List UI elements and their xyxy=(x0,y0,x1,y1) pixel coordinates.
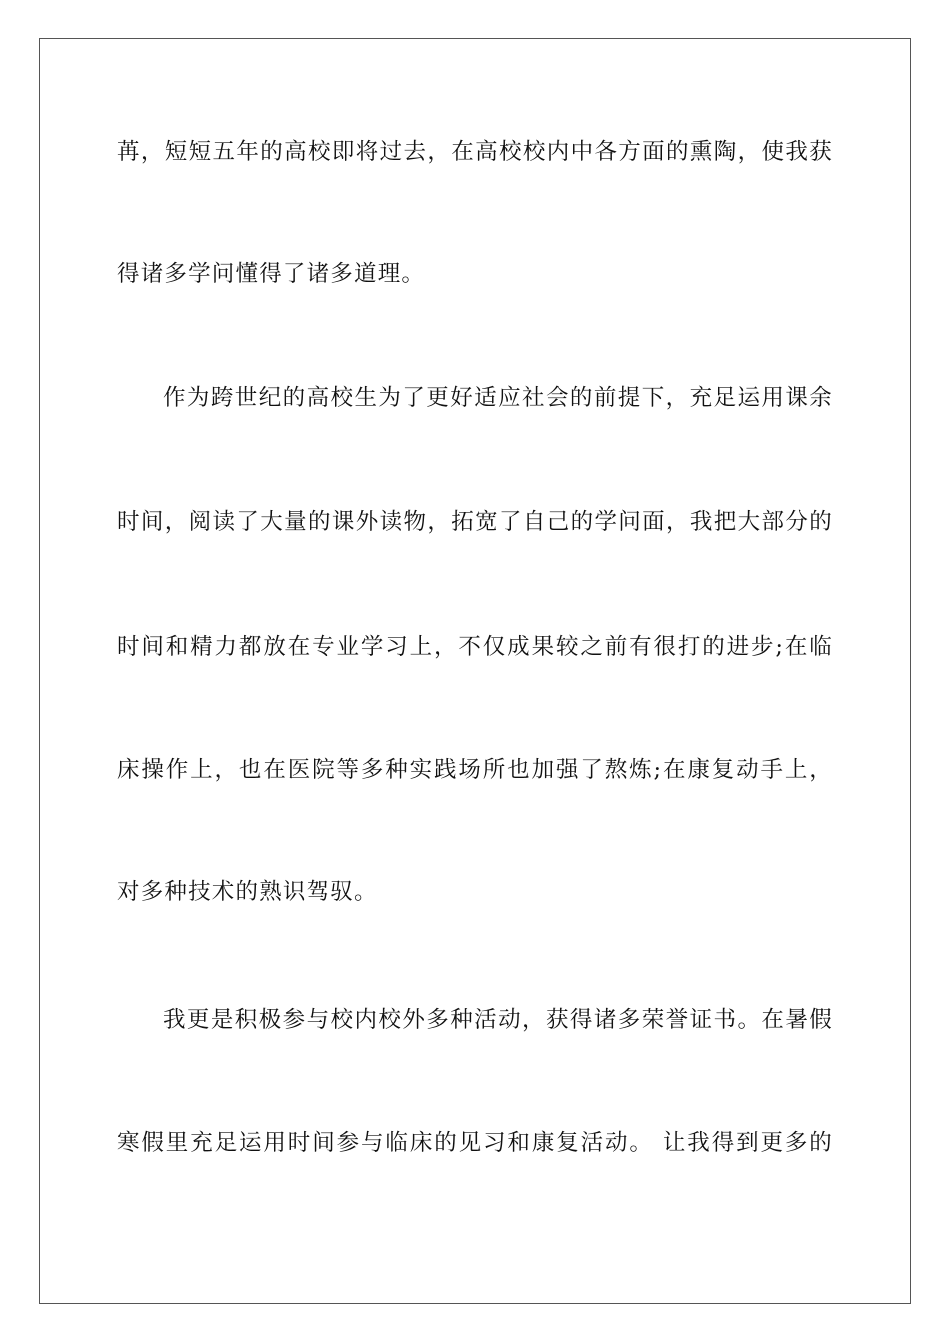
text-line-8: 我更是积极参与校内校外多种活动，获得诸多荣誉证书。在暑假 xyxy=(163,1007,833,1033)
text-line-6: 床操作上，也在医院等多种实践场所也加强了熬炼;在康复动手上， xyxy=(117,757,833,783)
text-line-1: 苒，短短五年的高校即将过去，在高校校内中各方面的熏陶，使我获 xyxy=(117,139,833,165)
text-line-4: 时间，阅读了大量的课外读物，拓宽了自己的学问面，我把大部分的 xyxy=(117,509,833,535)
text-line-2: 得诸多学问懂得了诸多道理。 xyxy=(117,261,426,287)
text-line-5: 时间和精力都放在专业学习上，不仅成果较之前有很打的进步;在临 xyxy=(117,634,833,660)
text-line-7: 对多种技术的熟识驾驭。 xyxy=(117,879,378,905)
text-line-3: 作为跨世纪的高校生为了更好适应社会的前提下，充足运用课余 xyxy=(163,385,833,411)
page-border xyxy=(39,38,911,1304)
text-line-9: 寒假里充足运用时间参与临床的见习和康复活动。 让我得到更多的 xyxy=(117,1130,833,1156)
